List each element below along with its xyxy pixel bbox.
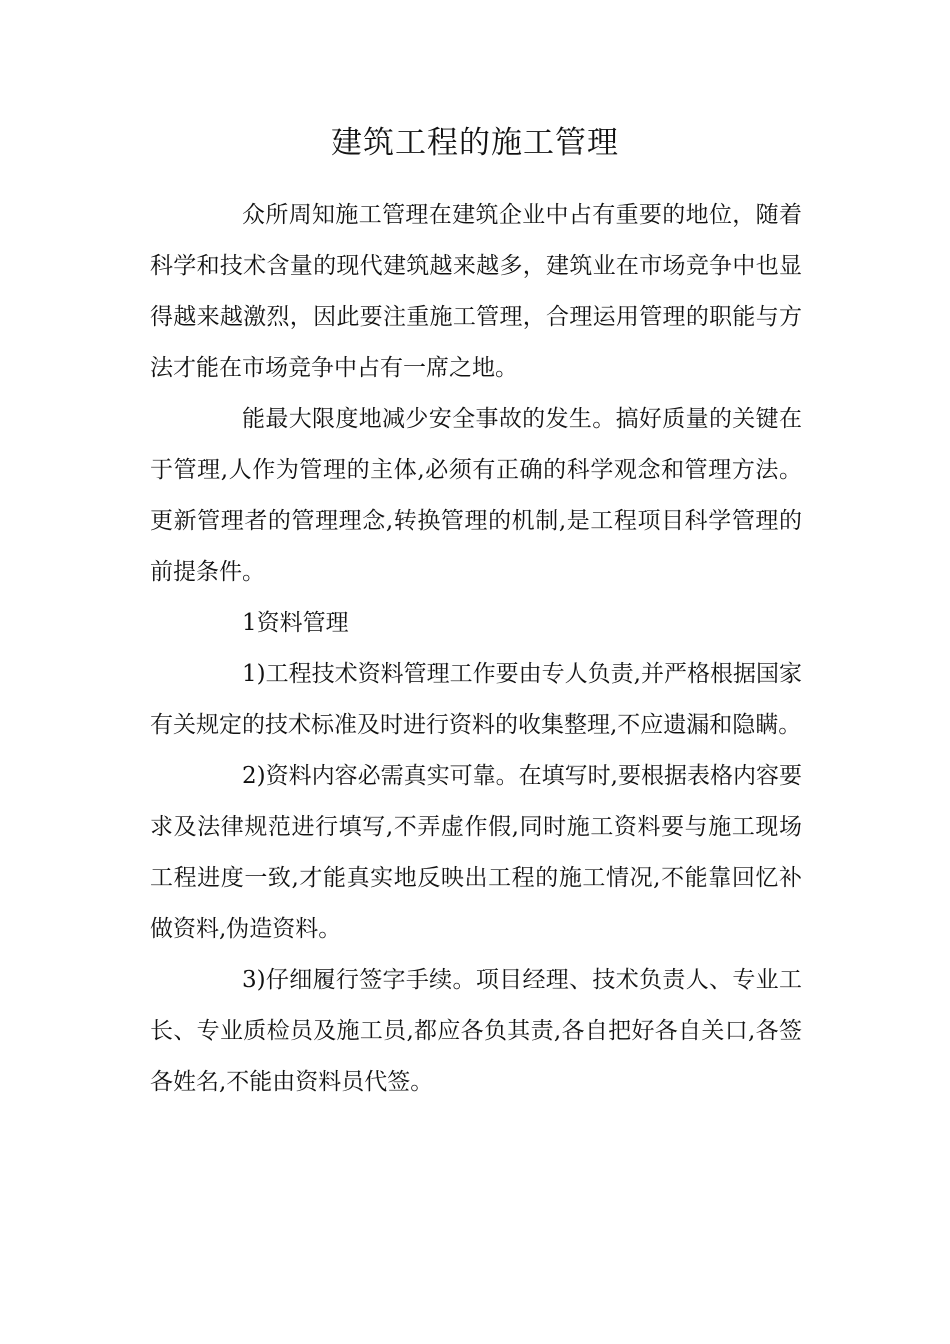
paragraph-item-3: 3)仔细履行签字手续。项目经理、技术负责人、专业工长、专业质检员及施工员,都应各负其责,各自把好各自关口,各签各姓名,不能由资料员代签。 <box>150 967 802 1095</box>
paragraph-intro: 众所周知施工管理在建筑企业中占有重要的地位，随着科学和技术含量的现代建筑越来越多，建筑业在市场竞争中也显得越来越激烈，因此要注重施工管理，合理运用管理的职能与方法才能在市场竞争中占有一席之地。 <box>150 202 802 381</box>
paragraph-item-2: 2)资料内容必需真实可靠。在填写时,要根据表格内容要求及法律规范进行填写,不弄虚作假,同时施工资料要与施工现场工程进度一致,才能真实地反映出工程的施工情况,不能靠回忆补做资料,伪造资料。 <box>150 763 802 942</box>
paragraph-item-1: 1)工程技术资料管理工作要由专人负责,并严格根据国家有关规定的技术标准及时进行资料的收集整理,不应遗漏和隐瞒。 <box>150 661 802 738</box>
document-body <box>150 190 802 1108</box>
document-title: 建筑工程的施工管理 <box>331 125 619 161</box>
section-heading-document-management: 1资料管理 <box>242 610 349 636</box>
paragraph-management-concept: 能最大限度地减少安全事故的发生。搞好质量的关键在于管理,人作为管理的主体,必须有正确的科学观念和管理方法。更新管理者的管理理念,转换管理的机制,是工程项目科学管理的前提条件。 <box>150 406 802 585</box>
